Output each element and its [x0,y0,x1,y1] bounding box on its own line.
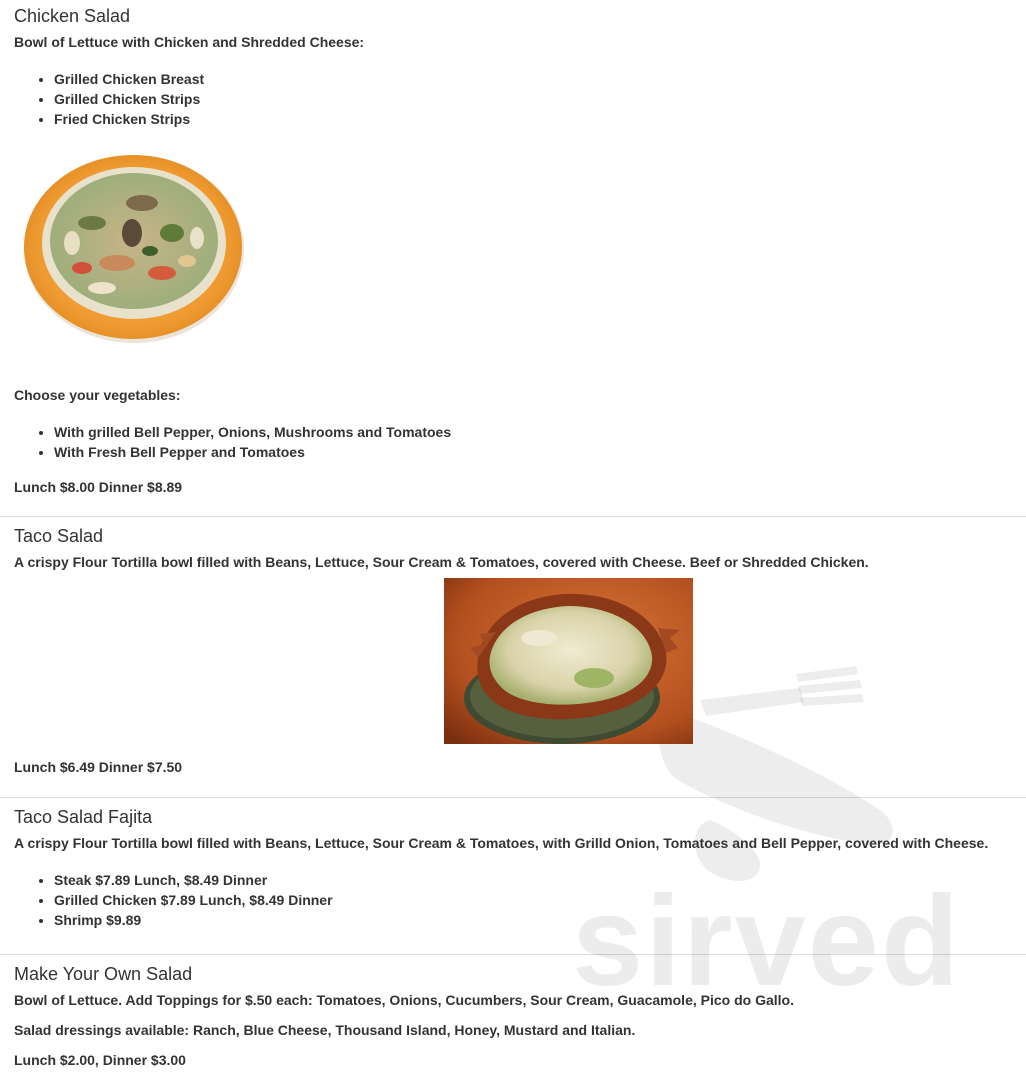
salad-dressings-text: Salad dressings available: Ranch, Blue Cheese, Thousand Island, Honey, Mustard and Italian. [14,1022,636,1038]
chicken-options-list [14,69,1012,129]
make-your-own-salad-title: Make Your Own Salad [14,964,193,984]
vegetables-list [14,422,1012,462]
list-item: • Steak $7.89 Lunch, $8.49 Dinner [54,870,1012,890]
list-item: • Grilled Chicken $7.89 Lunch, $8.49 Dinner [54,890,1012,910]
taco-salad-fajita-description: A crispy Flour Tortilla bowl filled with Beans, Lettuce, Sour Cream & Tomatoes, with Grilld Onion, Tomatoes and Bell Pepper, covered with Cheese. [14,835,989,851]
taco-salad-price: Lunch $6.49 Dinner $7.50 [14,759,183,775]
taco-salad-title: Taco Salad [14,526,104,546]
taco-salad-description: A crispy Flour Tortilla bowl filled with Beans, Lettuce, Sour Cream & Tomatoes, covered with Cheese. Beef or Shredded Chicken. [14,554,869,570]
make-your-own-salad-section [0,955,1026,1069]
chicken-salad-photo [22,153,246,345]
chicken-salad-price: Lunch $8.00 Dinner $8.89 [14,479,183,495]
chicken-salad-section [0,0,1026,516]
chicken-salad-description: Bowl of Lettuce with Chicken and Shredded Cheese: [14,34,365,50]
sirved-watermark-text: sirved [572,870,962,1013]
list-item: • Grilled Chicken Breast [54,69,1012,89]
fajita-options-list [14,870,1012,930]
list-item: • With Fresh Bell Pepper and Tomatoes [54,442,1012,462]
list-item: • With grilled Bell Pepper, Onions, Mushrooms and Tomatoes [54,422,1012,442]
taco-salad-photo [444,578,693,744]
chicken-salad-title: Chicken Salad [14,6,131,26]
list-item: • Fried Chicken Strips [54,109,1012,129]
taco-salad-fajita-section [0,798,1026,954]
list-item: • Shrimp $9.89 [54,910,1012,930]
list-item: • Grilled Chicken Strips [54,89,1012,109]
make-your-own-salad-price: Lunch $2.00, Dinner $3.00 [14,1052,186,1068]
choose-vegetables-label: Choose your vegetables: [14,387,181,403]
taco-salad-fajita-title: Taco Salad Fajita [14,807,153,827]
taco-salad-section [0,517,1026,797]
make-your-own-salad-description: Bowl of Lettuce. Add Toppings for $.50 each: Tomatoes, Onions, Cucumbers, Sour Cream, Guacamole, Pico do Gallo. [14,992,794,1008]
